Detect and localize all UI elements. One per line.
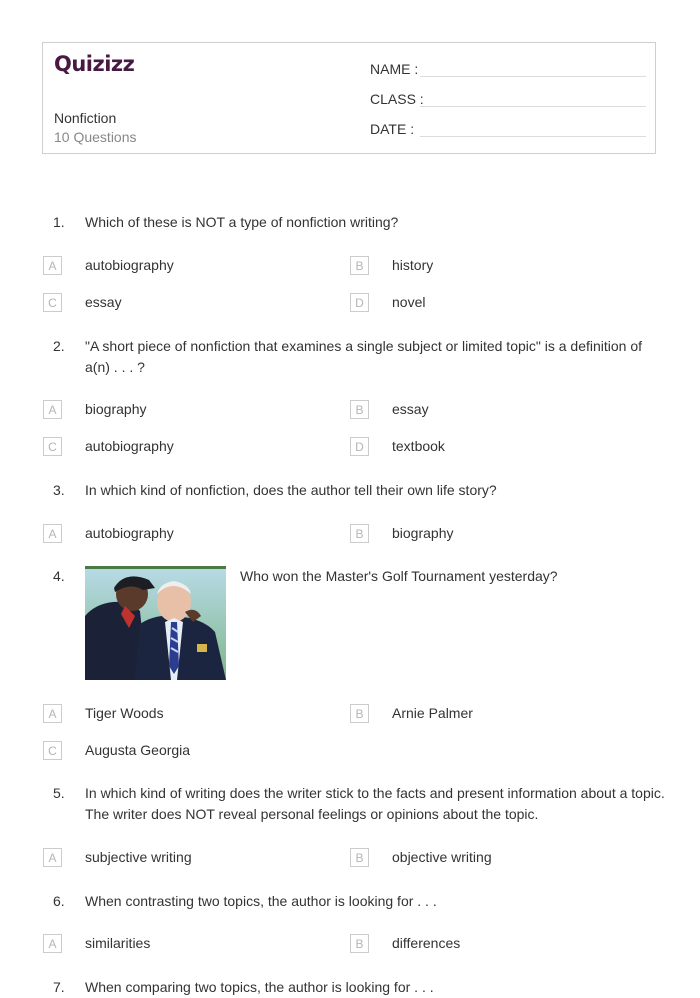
option-letter-box: B	[350, 704, 369, 723]
name-label: NAME :	[370, 61, 419, 77]
option-letter-box: A	[43, 704, 62, 723]
worksheet-title: Nonfiction	[54, 110, 117, 126]
date-line	[420, 121, 646, 137]
quizizz-logo: Quizizz	[54, 52, 135, 76]
option-a	[43, 524, 174, 543]
option-letter-box: D	[350, 437, 369, 456]
option-label: novel	[392, 294, 426, 310]
question-text: Which of these is NOT a type of nonfiction writing?	[85, 214, 399, 230]
option-c	[43, 293, 122, 312]
option-d	[350, 293, 426, 312]
date-field	[370, 121, 646, 137]
option-b	[350, 524, 454, 543]
name-line	[420, 61, 646, 77]
option-letter-box: A	[43, 400, 62, 419]
option-a	[43, 848, 192, 867]
option-label: Arnie Palmer	[392, 705, 473, 721]
question-text: In which kind of nonfiction, does the author tell their own life story?	[85, 482, 497, 498]
option-label: autobiography	[85, 525, 174, 541]
option-letter-box: C	[43, 741, 62, 760]
option-letter-box: A	[43, 256, 62, 275]
option-letter-box: A	[43, 848, 62, 867]
class-label: CLASS :	[370, 91, 424, 107]
question-number: 4.	[53, 568, 65, 584]
date-label: DATE :	[370, 121, 415, 137]
option-letter-box: B	[350, 934, 369, 953]
question-image	[85, 566, 226, 680]
option-c	[43, 741, 191, 760]
question-text: "A short piece of nonfiction that examines a single subject or limited topic" is a definition of a(n) . . . ?	[85, 338, 643, 375]
option-label: history	[392, 257, 434, 273]
question-number: 6.	[53, 893, 65, 909]
question-text: When contrasting two topics, the author is looking for . . .	[85, 893, 437, 909]
question-text: Who won the Master's Golf Tournament yesterday?	[240, 568, 558, 584]
class-line	[420, 91, 646, 107]
option-letter-box: B	[350, 848, 369, 867]
option-letter-box: B	[350, 400, 369, 419]
question-number: 3.	[53, 482, 65, 498]
option-d	[350, 437, 445, 456]
option-a	[43, 256, 174, 275]
option-label: similarities	[85, 935, 151, 951]
option-c	[43, 437, 174, 456]
option-label: essay	[85, 294, 122, 310]
option-label: objective writing	[392, 849, 492, 865]
name-field	[370, 61, 646, 77]
question-number: 5.	[53, 785, 65, 801]
option-label: Augusta Georgia	[85, 742, 191, 758]
option-letter-box: C	[43, 437, 62, 456]
option-label: textbook	[392, 438, 445, 454]
option-letter-box: B	[350, 256, 369, 275]
class-field	[370, 91, 646, 107]
option-label: biography	[85, 401, 147, 417]
option-letter-box: A	[43, 524, 62, 543]
option-label: autobiography	[85, 438, 174, 454]
option-label: biography	[392, 525, 454, 541]
option-label: autobiography	[85, 257, 174, 273]
option-b	[350, 934, 461, 953]
option-b	[350, 256, 434, 275]
option-letter-box: D	[350, 293, 369, 312]
question-text: When comparing two topics, the author is looking for . . .	[85, 979, 434, 995]
option-a	[43, 400, 147, 419]
worksheet-header	[42, 42, 656, 154]
question-count: 10 Questions	[54, 129, 137, 145]
option-label: Tiger Woods	[85, 705, 164, 721]
question-number: 1.	[53, 214, 65, 230]
option-letter-box: C	[43, 293, 62, 312]
question-text: In which kind of writing does the writer stick to the facts and present information about a topic. The writer does NOT reveal personal feelings or opinions about the topic.	[85, 785, 665, 822]
option-a	[43, 704, 164, 723]
question-number: 7.	[53, 979, 65, 995]
option-b	[350, 400, 429, 419]
option-letter-box: B	[350, 524, 369, 543]
option-letter-box: A	[43, 934, 62, 953]
option-label: differences	[392, 935, 461, 951]
option-label: subjective writing	[85, 849, 192, 865]
golfers-photo-icon	[85, 566, 226, 680]
option-b	[350, 704, 473, 723]
option-b	[350, 848, 492, 867]
option-label: essay	[392, 401, 429, 417]
option-a	[43, 934, 151, 953]
question-number: 2.	[53, 338, 65, 354]
